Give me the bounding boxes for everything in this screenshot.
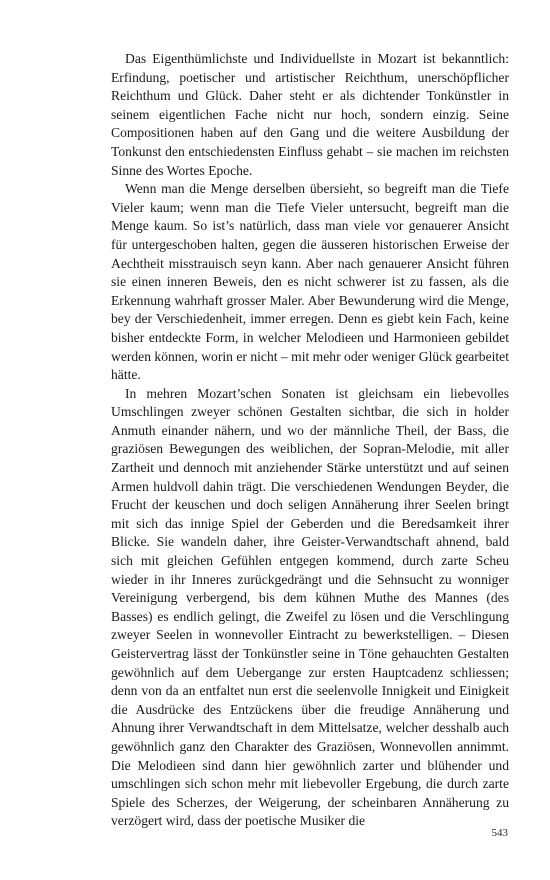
paragraph-1: Das Eigenthümlichste und Individuellste in Mozart ist bekanntlich: Erfindung, poetischer und artistischer Reichthum, unerschöpflicher Reichthum und Glück. Daher steht er als dichtender Tonkünstler in seinem eigentlichen Fache nicht nur hoch, sondern einzig. Seine Compositionen haben auf den Gang und die weitere Ausbildung der Tonkunst den entschiedensten Einfluss gehabt – sie machen im reichsten Sinne des Wortes Epoche. <box>111 51 509 178</box>
page-number: 543 <box>491 827 508 839</box>
paragraph-2: Wenn man die Menge derselben übersieht, so begreift man die Tiefe Vieler kaum; wenn man die Tiefe Vieler untersucht, begreift man die Menge kaum. So ist’s natürlich, dass man viele vor genauerer Ansicht für untergeschoben halten, gegen die äusseren historischen Erweise der Aechtheit misstrauisch seyn kann. Aber nach genauerer Ansicht führen sie einen inneren Beweis, den es nicht schwerer ist zu fassen, als die Erkennung wahrhaft grosser Maler. Aber Bewunderung wird die Menge, bey der Verschiedenheit, immer erregen. Denn es giebt kein Fach, keine bisher entdeckte Form, in welcher Melodieen und Harmonieen gebildet werden können, worin er nicht – mit mehr oder weniger Glück gearbeitet hätte. <box>111 181 509 383</box>
paragraph-3: In mehren Mozart’schen Sonaten ist gleichsam ein liebevolles Umschlingen zweyer schönen Gestalten sichtbar, die sich in holder Anmuth einander nähern, und wo der männliche Theil, der Bass, die graziösen Bewegungen des weiblichen, der Sopran-Melodie, mit aller Zartheit und dennoch mit anziehender Stärke unterstützt und auf seinen Armen huldvoll dahin trägt. Die verschiedenen Wendungen Beyder, die Frucht der keuschen und doch seligen Annäherung ihrer Seelen bringt mit sich das innige Spiel der Geberden und die Beredsamkeit ihrer Blicke. Sie wandeln daher, ihre Geister-Verwandtschaft ahnend, bald sich mit gleichen Gefühlen entgegen kommend, durch zarte Scheu wieder in ihr Inneres zurückgedrängt und die Sehnsucht zu wonniger Vereinigung verbergend, bis dem kühnen Muthe des Mannes (des Basses) es endlich gelingt, die Zweifel zu lösen und die Verschlingung zweyer Seelen in wonnevoller Eintracht zu bewerkstelligen. – Diesen Geistervertrag lässt der Tonkünstler seine in Töne gehauchten Gestalten gewöhnlich auf dem Uebergange zur ersten Hauptcadenz schliessen; denn von da an entfaltet nun erst die seelenvolle Innigkeit und Einigkeit die Ausdrücke des Entzückens über die freudige Annäherung und Ahnung ihrer Verwandtschaft in dem Mittelsatze, welcher desshalb auch gewöhnlich ganz den Charakter des Graziösen, Wonnevollen annimmt. Die Melodieen sind dann hier gewöhnlich zarter und blühender und umschlingen sich schon mehr mit liebevoller Ergebung, die durch zarte Spiele des Scherzes, der Weigerung, der scheinbaren Annäherung zu verzögert wird, dass der poetische Musiker die <box>111 385 509 829</box>
body-text <box>111 50 509 831</box>
